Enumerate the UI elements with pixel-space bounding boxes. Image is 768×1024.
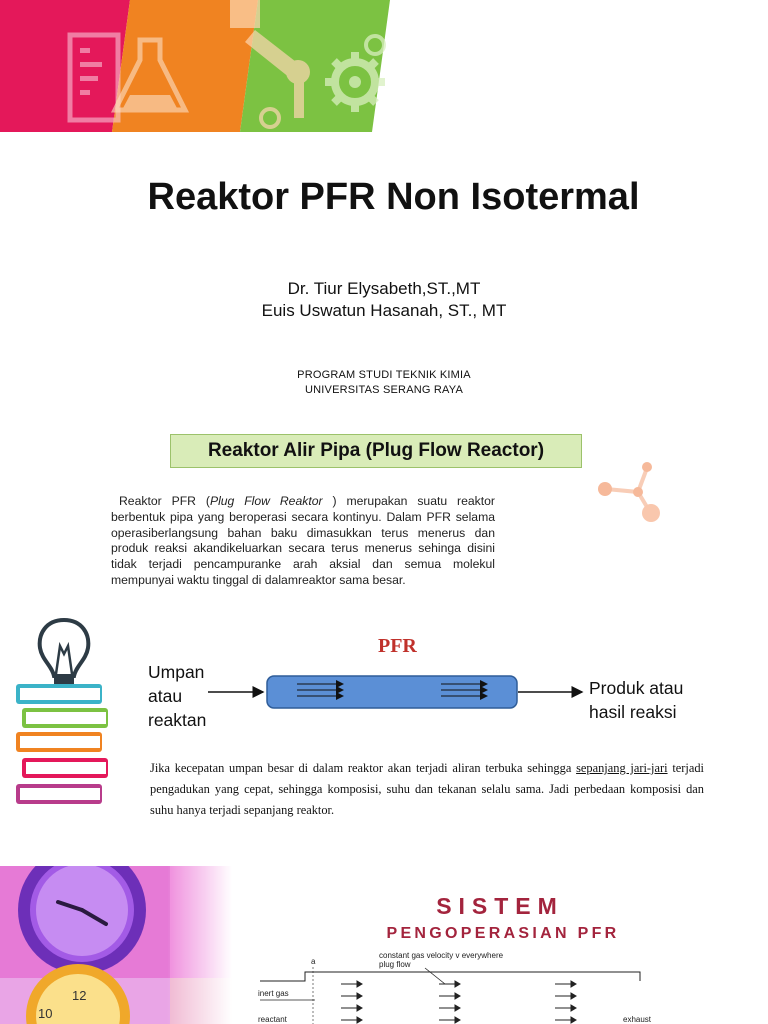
para-italic: Plug Flow Reaktor xyxy=(209,494,323,508)
page-title: Reaktor PFR Non Isotermal xyxy=(147,176,640,218)
lightbulb-icon xyxy=(40,620,89,693)
clocks-photo xyxy=(0,866,232,1024)
fig-exhaust-label: exhaust xyxy=(623,1015,652,1024)
pfr-tube-diagram xyxy=(205,670,590,715)
books-icon xyxy=(16,684,108,804)
pfr-description xyxy=(111,494,495,589)
section-heading: Reaktor Alir Pipa (Plug Flow Reactor) xyxy=(170,434,582,468)
reactor-tube xyxy=(267,676,517,708)
author-2: Euis Uswatun Hasanah, ST., MT xyxy=(261,301,507,320)
lightbulb-books-illustration xyxy=(10,612,112,812)
fig-label-a: a xyxy=(311,957,316,966)
input-line-2: atau xyxy=(148,686,183,706)
output-line-1: Produk atau xyxy=(589,678,684,698)
fig-velocity-label: constant gas velocity v everywhere xyxy=(379,951,504,960)
expl-post: terjadi pengadukan yang cepat, sehingga komposisi, suhu dan tekanan selalu sama. Jadi perbedaan komposisi dan suhu hanya terjadi sepanjang reaktor. xyxy=(150,761,704,817)
fig-inert-label: inert gas xyxy=(258,989,289,998)
study-program: PROGRAM STUDI TEKNIK KIMIA xyxy=(297,369,471,381)
output-label xyxy=(589,676,683,724)
university: UNIVERSITAS SERANG RAYA xyxy=(304,384,464,396)
para-pre: Reaktor PFR ( xyxy=(119,494,210,508)
fig-plug-label: plug flow xyxy=(379,960,411,969)
input-line-3: reaktan xyxy=(148,710,207,730)
sistem-title: SISTEM xyxy=(436,893,564,919)
fig-reactant-label: reactant xyxy=(258,1015,287,1024)
plug-flow-figure xyxy=(255,950,675,1024)
fig-flow-arrows xyxy=(341,981,576,1023)
pfr-label: PFR xyxy=(378,635,417,657)
input-line-1: Umpan xyxy=(148,662,205,682)
para-post: ) merupakan suatu reaktor berbentuk pipa yang beroperasi secara kontinyu. Dalam PFR selama operasiberlangsung bahan baku dimasukkan terus menerus dan produk reaksi akandikeluarkan secara terus menerus sehinga disini tidak terjadi pencampuranke arah aksial dan semua molekul mempunyai waktu tinggal di dalamreaktor sama besar. xyxy=(111,494,495,587)
expl-underlined: sepanjang jari-jari xyxy=(576,761,668,775)
header-banner xyxy=(0,0,390,132)
author-1: Dr. Tiur Elysabeth,ST.,MT xyxy=(287,279,481,298)
expl-pre: Jika kecepatan umpan besar di dalam reaktor akan terjadi aliran terbuka sehingga xyxy=(150,761,577,775)
flow-explanation xyxy=(150,758,704,821)
input-label xyxy=(148,660,206,732)
molecule-icon xyxy=(594,458,664,528)
output-line-2: hasil reaksi xyxy=(589,702,677,722)
sistem-subtitle: PENGOPERASIAN PFR xyxy=(386,925,620,942)
